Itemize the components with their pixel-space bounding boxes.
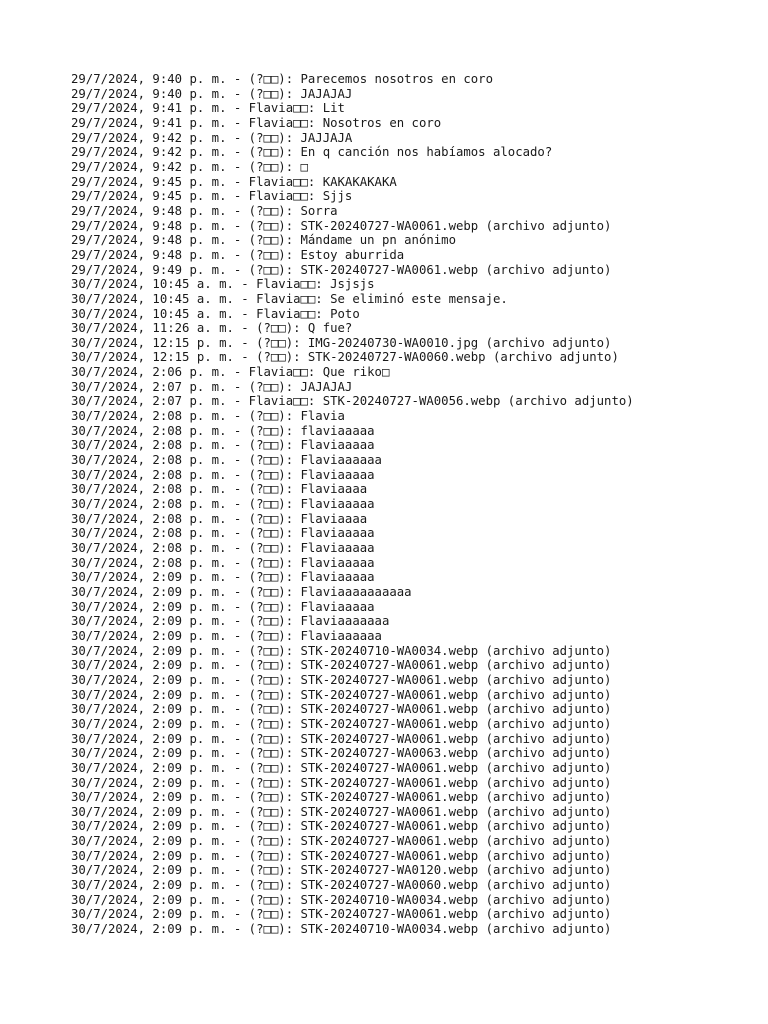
log-line: 30/7/2024, 2:09 p. m. - (?□□): STK-20240727-WA0061.webp (archivo adjunto): [71, 907, 612, 922]
log-line: 30/7/2024, 2:09 p. m. - (?□□): Flaviaaaaaaa: [71, 614, 390, 629]
log-line: 30/7/2024, 2:09 p. m. - (?□□): Flaviaaaaa: [71, 570, 375, 585]
log-line: 30/7/2024, 11:26 a. m. - (?□□): Q fue?: [71, 321, 353, 336]
log-line: 30/7/2024, 2:07 p. m. - (?□□): JAJAJAJ: [71, 379, 353, 394]
log-line: 30/7/2024, 2:06 p. m. - Flavia□□: Que riko□: [71, 365, 390, 380]
log-line: 30/7/2024, 2:08 p. m. - (?□□): flaviaaaaa: [71, 423, 375, 438]
log-line: 30/7/2024, 2:08 p. m. - (?□□): Flaviaaaaa: [71, 497, 375, 512]
log-line: 30/7/2024, 12:15 p. m. - (?□□): IMG-20240730-WA0010.jpg (archivo adjunto): [71, 335, 612, 350]
log-line: 29/7/2024, 9:40 p. m. - (?□□): Parecemos nosotros en coro: [71, 72, 493, 86]
log-line: 29/7/2024, 9:49 p. m. - (?□□): STK-20240727-WA0061.webp (archivo adjunto): [71, 262, 612, 277]
log-line: 30/7/2024, 12:15 p. m. - (?□□): STK-20240727-WA0060.webp (archivo adjunto): [71, 350, 619, 365]
log-line: 30/7/2024, 2:08 p. m. - (?□□): Flaviaaaaa: [71, 438, 375, 453]
log-line: 30/7/2024, 2:09 p. m. - (?□□): STK-20240727-WA0061.webp (archivo adjunto): [71, 790, 612, 805]
log-line: 30/7/2024, 2:09 p. m. - (?□□): Flaviaaaaaaaaaa: [71, 584, 412, 599]
log-line: 30/7/2024, 2:09 p. m. - (?□□): STK-20240727-WA0063.webp (archivo adjunto): [71, 746, 612, 761]
log-line: 30/7/2024, 10:45 a. m. - Flavia□□: Se eliminó este mensaje.: [71, 291, 508, 306]
log-line: 30/7/2024, 2:09 p. m. - (?□□): STK-20240727-WA0061.webp (archivo adjunto): [71, 716, 612, 731]
log-line: 30/7/2024, 2:08 p. m. - (?□□): Flaviaaaaa: [71, 467, 375, 482]
log-line: 30/7/2024, 2:08 p. m. - (?□□): Flaviaaaaa: [71, 541, 375, 555]
log-line: 30/7/2024, 2:09 p. m. - (?□□): STK-20240727-WA0061.webp (archivo adjunto): [71, 702, 612, 717]
log-line: 29/7/2024, 9:41 p. m. - Flavia□□: Lit: [71, 101, 345, 116]
log-line: 30/7/2024, 2:08 p. m. - (?□□): Flaviaaaaaa: [71, 453, 382, 468]
log-line: 29/7/2024, 9:45 p. m. - Flavia□□: KAKAKAKAKA: [71, 174, 397, 189]
log-line: 29/7/2024, 9:42 p. m. - (?□□): En q canción nos habíamos alocado?: [71, 145, 553, 160]
log-line: 30/7/2024, 2:09 p. m. - (?□□): STK-20240710-WA0034.webp (archivo adjunto): [71, 922, 612, 937]
log-line: 30/7/2024, 2:09 p. m. - (?□□): STK-20240727-WA0061.webp (archivo adjunto): [71, 775, 612, 790]
log-line: 30/7/2024, 2:09 p. m. - (?□□): STK-20240727-WA0061.webp (archivo adjunto): [71, 687, 612, 702]
log-line: 30/7/2024, 2:09 p. m. - (?□□): STK-20240710-WA0034.webp (archivo adjunto): [71, 643, 612, 658]
log-line: 30/7/2024, 2:09 p. m. - (?□□): STK-20240727-WA0061.webp (archivo adjunto): [71, 658, 612, 673]
log-line: 30/7/2024, 2:09 p. m. - (?□□): STK-20240727-WA0061.webp (archivo adjunto): [71, 804, 612, 819]
log-line: 30/7/2024, 2:08 p. m. - (?□□): Flavia: [71, 409, 345, 424]
log-line: 30/7/2024, 10:45 a. m. - Flavia□□: Poto: [71, 306, 360, 321]
log-line: 29/7/2024, 9:48 p. m. - (?□□): Estoy aburrida: [71, 247, 405, 262]
log-line: 29/7/2024, 9:42 p. m. - (?□□): JAJJAJA: [71, 130, 353, 145]
log-line: 30/7/2024, 2:09 p. m. - (?□□): STK-20240727-WA0060.webp (archivo adjunto): [71, 878, 612, 893]
log-line: 30/7/2024, 2:09 p. m. - (?□□): Flaviaaaaa: [71, 599, 375, 614]
log-line: 30/7/2024, 2:08 p. m. - (?□□): Flaviaaaaa: [71, 526, 375, 541]
log-line: 30/7/2024, 2:07 p. m. - Flavia□□: STK-20240727-WA0056.webp (archivo adjunto): [71, 394, 634, 409]
log-line: 30/7/2024, 2:08 p. m. - (?□□): Flaviaaaa: [71, 482, 368, 497]
log-line: 30/7/2024, 2:09 p. m. - (?□□): STK-20240727-WA0061.webp (archivo adjunto): [71, 834, 612, 849]
log-line: 30/7/2024, 2:09 p. m. - (?□□): STK-20240727-WA0061.webp (archivo adjunto): [71, 760, 612, 775]
log-line: 30/7/2024, 2:09 p. m. - (?□□): STK-20240727-WA0061.webp (archivo adjunto): [71, 672, 612, 687]
log-line: 30/7/2024, 10:45 a. m. - Flavia□□: Jsjsjs: [71, 277, 375, 292]
log-line: 30/7/2024, 2:09 p. m. - (?□□): STK-20240727-WA0061.webp (archivo adjunto): [71, 731, 612, 746]
log-line: 29/7/2024, 9:48 p. m. - (?□□): Sorra: [71, 203, 338, 218]
log-line: 29/7/2024, 9:40 p. m. - (?□□): JAJAJAJ: [71, 86, 353, 101]
chat-log: [71, 72, 634, 937]
log-line: 29/7/2024, 9:42 p. m. - (?□□): □: [71, 159, 308, 174]
log-line: 30/7/2024, 2:09 p. m. - (?□□): Flaviaaaaaa: [71, 628, 382, 643]
log-line: 29/7/2024, 9:45 p. m. - Flavia□□: Sjjs: [71, 189, 353, 204]
log-line: 30/7/2024, 2:08 p. m. - (?□□): Flaviaaaaa: [71, 555, 375, 570]
log-line: 29/7/2024, 9:48 p. m. - (?□□): Mándame un pn anónimo: [71, 233, 456, 248]
log-line: 30/7/2024, 2:09 p. m. - (?□□): STK-20240727-WA0120.webp (archivo adjunto): [71, 863, 612, 878]
log-line: 30/7/2024, 2:09 p. m. - (?□□): STK-20240727-WA0061.webp (archivo adjunto): [71, 848, 612, 863]
log-line: 29/7/2024, 9:48 p. m. - (?□□): STK-20240727-WA0061.webp (archivo adjunto): [71, 218, 612, 233]
log-line: 29/7/2024, 9:41 p. m. - Flavia□□: Nosotros en coro: [71, 115, 442, 130]
log-line: 30/7/2024, 2:09 p. m. - (?□□): STK-20240710-WA0034.webp (archivo adjunto): [71, 892, 612, 907]
log-line: 30/7/2024, 2:09 p. m. - (?□□): STK-20240727-WA0061.webp (archivo adjunto): [71, 819, 612, 834]
log-line: 30/7/2024, 2:08 p. m. - (?□□): Flaviaaaa: [71, 511, 368, 526]
